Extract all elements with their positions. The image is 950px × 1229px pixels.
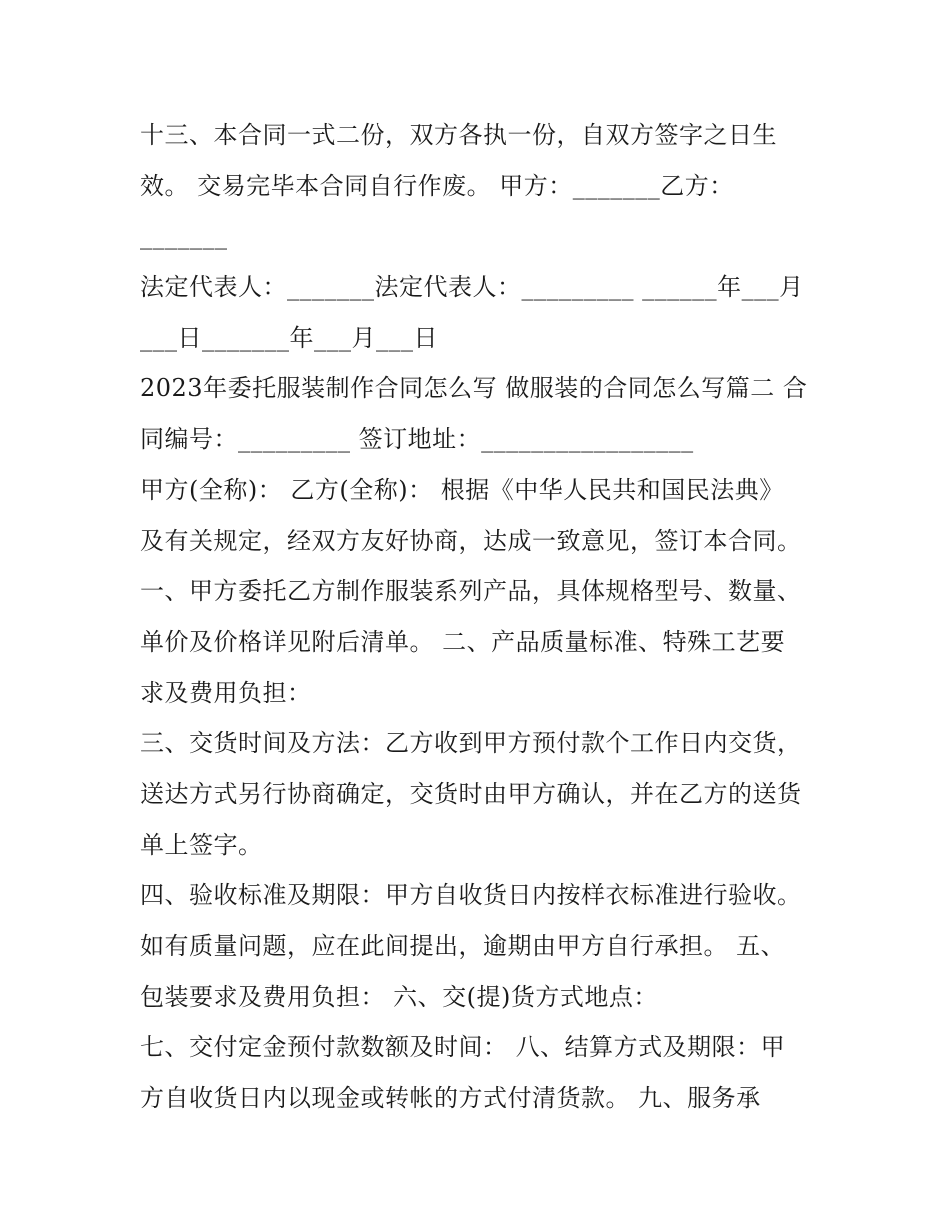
text-line: 一、甲方委托乙方制作服装系列产品，具体规格型号、数量、	[140, 577, 802, 606]
text-line: _______	[140, 222, 228, 251]
text-line: 甲方(全称)： 乙方(全称)： 根据《中华人民共和国民法典》	[140, 475, 784, 504]
text-line: 送达方式另行协商确定，交货时由甲方确认，并在乙方的送货	[140, 779, 802, 808]
text-line: 法定代表人：_______法定代表人：_________ ______年___月	[140, 273, 804, 302]
text-line: 包装要求及费用负担： 六、交(提)货方式地点：	[140, 982, 658, 1011]
text-line: 方自收货日内以现金或转帐的方式付清货款。 九、服务承	[140, 1084, 761, 1113]
contract-text-body	[140, 110, 830, 1124]
text-line: 效。 交易完毕本合同自行作废。 甲方：_______乙方：	[140, 171, 734, 200]
text-line: 十三、本合同一式二份，双方各执一份，自双方签字之日生	[140, 121, 777, 149]
text-line: 单价及价格详见附后清单。 二、产品质量标准、特殊工艺要	[140, 627, 786, 656]
text-line: 求及费用负担：	[140, 678, 312, 707]
text-line: 如有质量问题，应在此间提出，逾期由甲方自行承担。 五、	[140, 932, 786, 960]
text-line: 单上签字。	[140, 830, 263, 859]
text-line: ___日_______年___月___日	[140, 323, 438, 352]
text-line: 四、验收标准及期限：甲方自收货日内按样衣标准进行验收。	[140, 881, 802, 910]
text-line: 七、交付定金预付款数额及时间： 八、结算方式及期限：甲	[140, 1033, 786, 1062]
text-line: 及有关规定，经双方友好协商，达成一致意见，签订本合同。	[140, 526, 802, 555]
text-line: 三、交货时间及方法：乙方收到甲方预付款个工作日内交货，	[140, 729, 802, 758]
text-line: 同编号：_________ 签订地址：_________________	[140, 425, 694, 454]
text-line: 2023年委托服装制作合同怎么写 做服装的合同怎么写篇二 合	[140, 374, 808, 403]
